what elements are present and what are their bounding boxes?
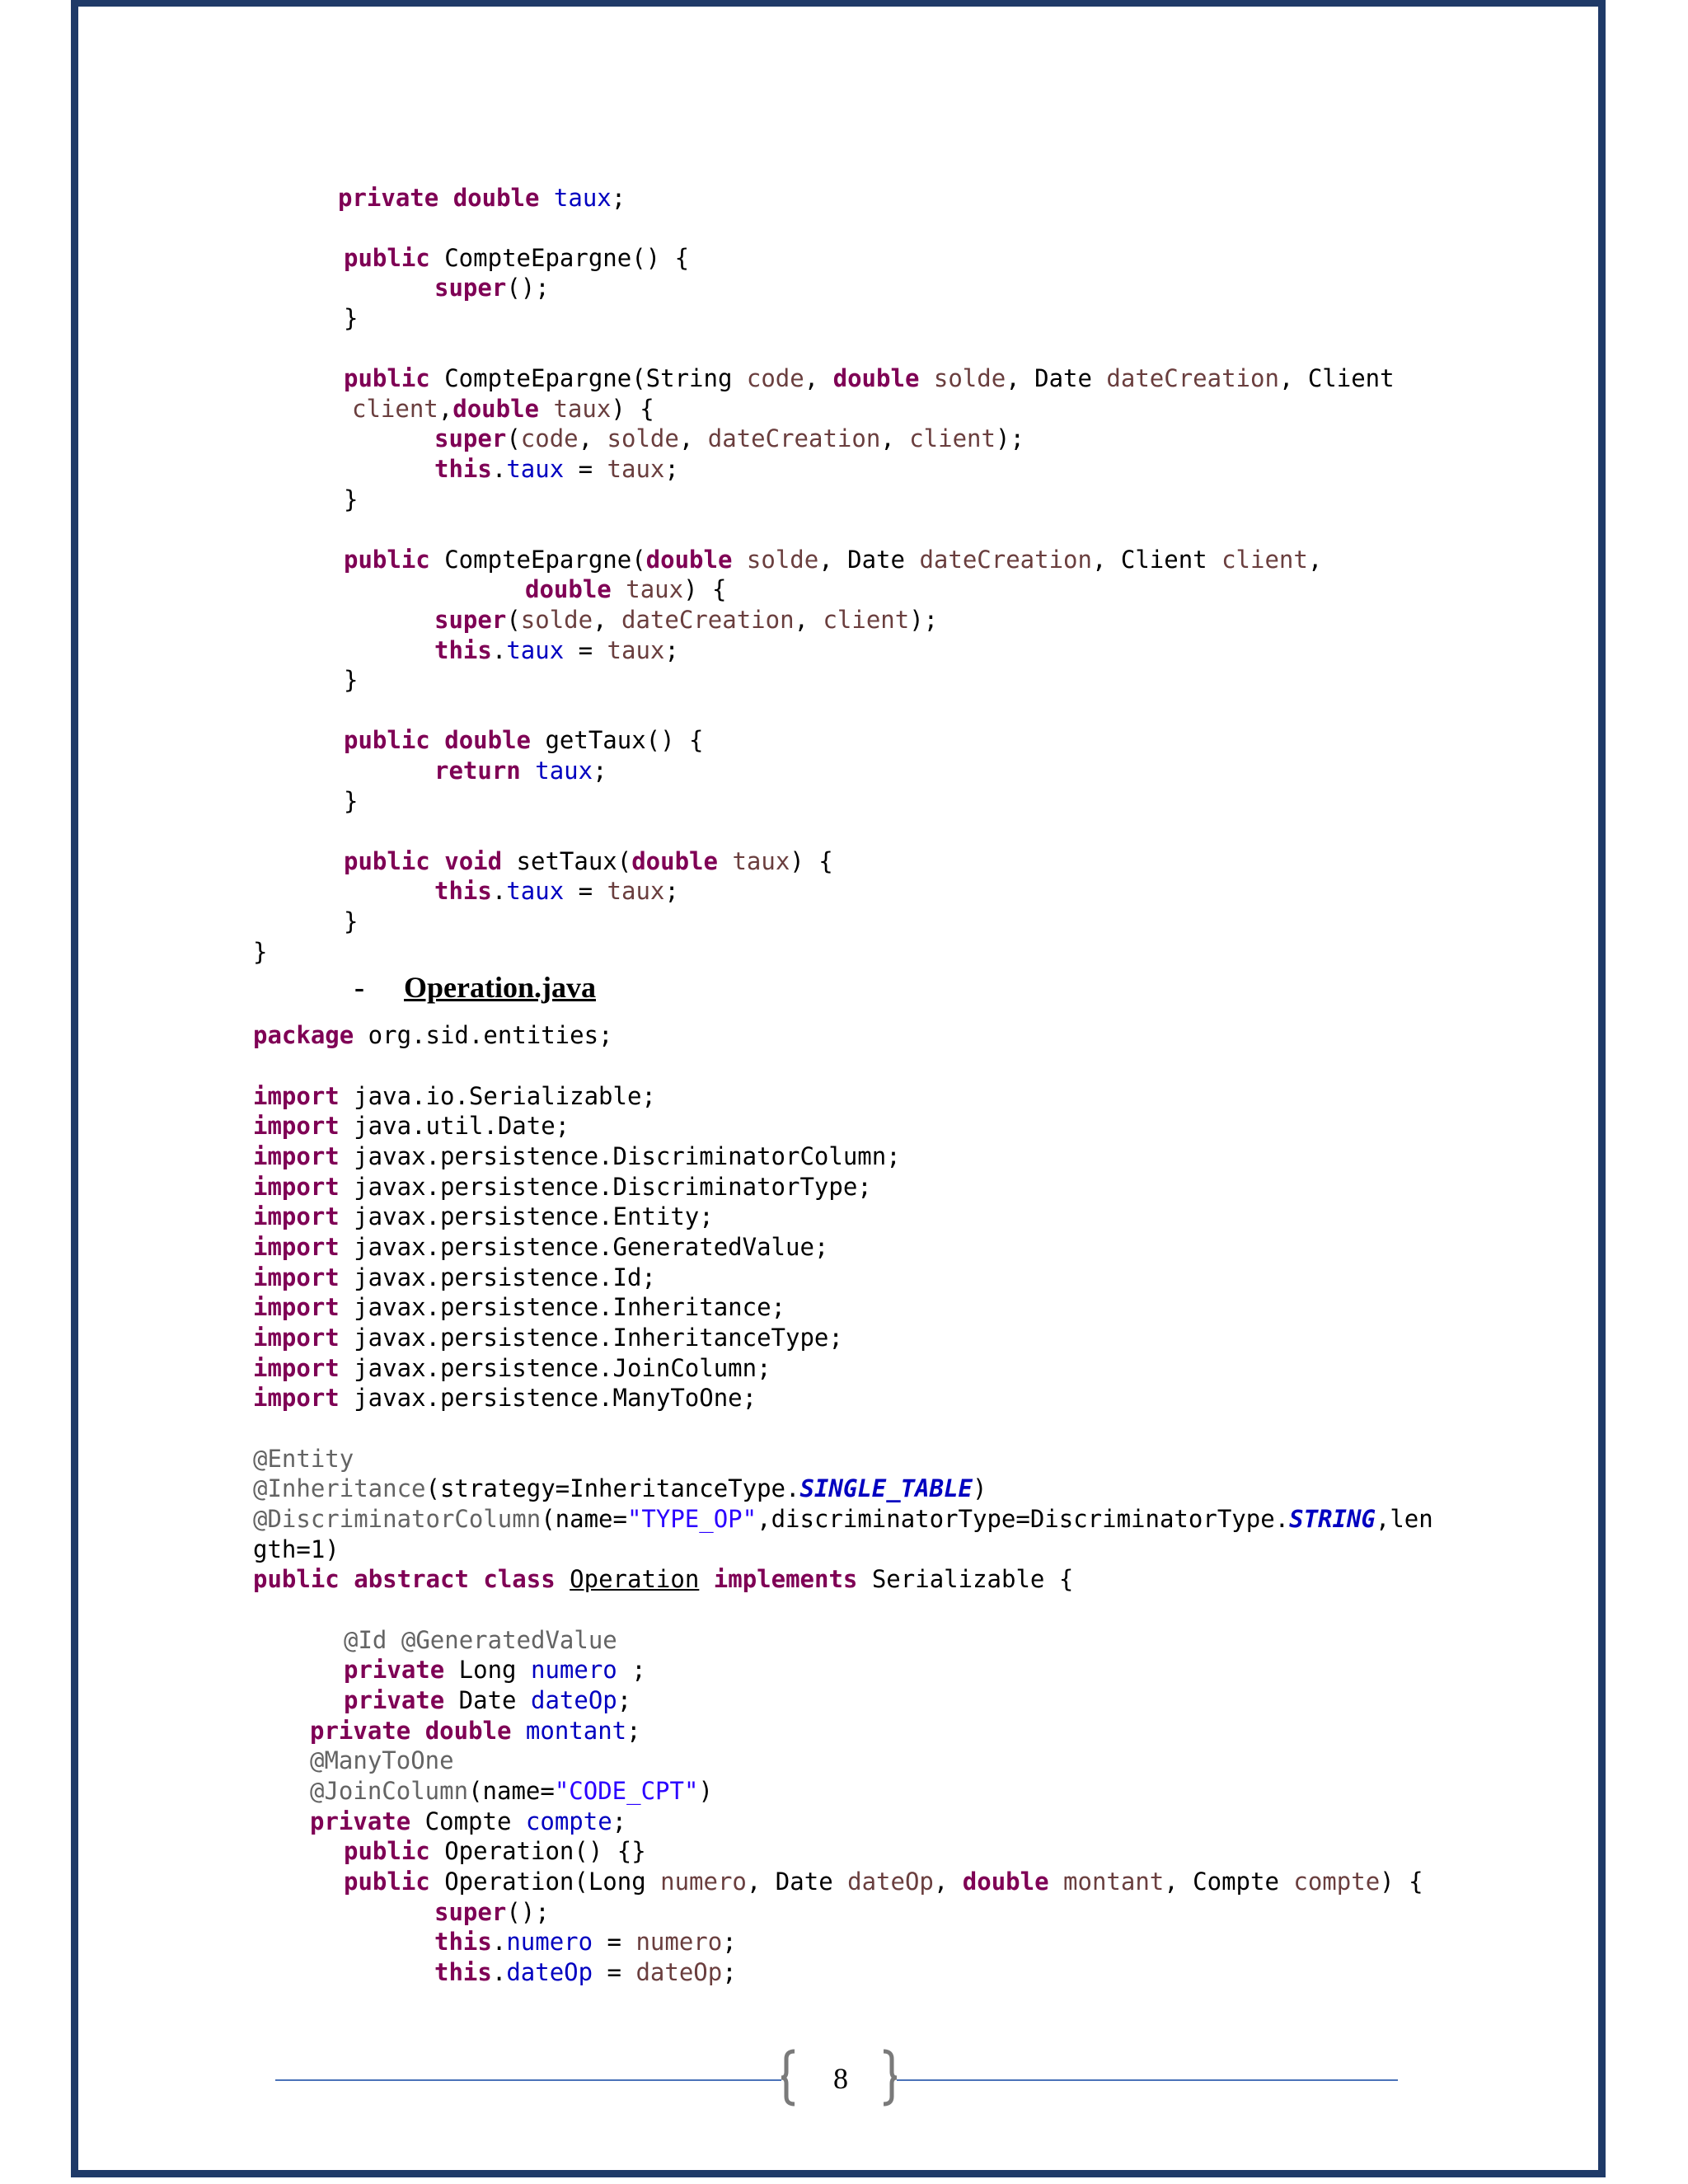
code-line bbox=[344, 665, 358, 695]
code-text: . bbox=[491, 455, 507, 483]
code-line bbox=[253, 1564, 1073, 1594]
code-text: ; bbox=[593, 757, 607, 785]
parameter: client bbox=[909, 424, 996, 452]
parameter: code bbox=[746, 364, 804, 392]
code-line bbox=[344, 1867, 1423, 1896]
parameter: montant bbox=[1063, 1868, 1165, 1896]
code-line bbox=[344, 1625, 617, 1655]
code-text: javax.persistence.GeneratedValue; bbox=[339, 1233, 829, 1261]
annotation: @Entity bbox=[253, 1445, 354, 1473]
code-text: javax.persistence.Inheritance; bbox=[339, 1293, 786, 1321]
code-line bbox=[352, 394, 654, 424]
field: taux bbox=[535, 757, 593, 785]
code-text: , bbox=[804, 364, 833, 392]
code-text: ) { bbox=[1380, 1868, 1423, 1896]
code-line bbox=[344, 363, 1395, 393]
import-line bbox=[253, 1292, 785, 1322]
field: dateOp bbox=[506, 1958, 593, 1986]
import-line bbox=[253, 1263, 656, 1292]
parameter: dateCreation bbox=[919, 546, 1092, 574]
keyword: import bbox=[253, 1263, 340, 1291]
keyword: import bbox=[253, 1293, 340, 1321]
keyword: private bbox=[310, 1807, 411, 1835]
code-text: (name= bbox=[541, 1505, 627, 1533]
code-text: ; bbox=[626, 1717, 641, 1745]
code-text: ( bbox=[506, 424, 521, 452]
left-brace-icon bbox=[780, 2049, 798, 2107]
code-text: , bbox=[794, 606, 823, 634]
import-line bbox=[253, 1081, 656, 1111]
right-brace-icon bbox=[880, 2049, 898, 2107]
annotation: @DiscriminatorColumn bbox=[253, 1505, 542, 1533]
parameter: dateCreation bbox=[1106, 364, 1279, 392]
keyword: void bbox=[444, 847, 503, 875]
keyword: public bbox=[344, 1837, 430, 1865]
field: numero bbox=[506, 1928, 593, 1956]
code-text: } bbox=[344, 304, 359, 332]
footer-rule-right bbox=[897, 2079, 1398, 2081]
keyword: this bbox=[434, 1928, 492, 1956]
import-line bbox=[253, 1111, 570, 1141]
import-line bbox=[253, 1172, 872, 1202]
annotation: @ManyToOne bbox=[310, 1746, 454, 1774]
code-line bbox=[344, 485, 358, 514]
keyword: public bbox=[344, 726, 430, 754]
constant: STRING bbox=[1289, 1505, 1376, 1533]
code-line bbox=[310, 1776, 713, 1806]
code-text: javax.persistence.DiscriminatorColumn; bbox=[339, 1142, 901, 1170]
parameter: solde bbox=[933, 364, 1006, 392]
code-text: ) { bbox=[683, 575, 727, 603]
code-text: ); bbox=[909, 606, 939, 634]
code-text: = bbox=[564, 636, 607, 664]
parameter: client bbox=[352, 395, 438, 423]
code-text: = bbox=[593, 1958, 636, 1986]
parameter: taux bbox=[626, 575, 684, 603]
code-text: Compte bbox=[410, 1807, 526, 1835]
keyword: import bbox=[253, 1173, 340, 1201]
code-text: ; bbox=[617, 1686, 632, 1714]
code-line bbox=[434, 273, 550, 302]
annotation: @JoinColumn bbox=[310, 1777, 469, 1805]
code-text: , Date bbox=[818, 546, 920, 574]
code-text: Long bbox=[444, 1656, 531, 1684]
annotation: @Inheritance bbox=[253, 1474, 426, 1502]
keyword: super bbox=[434, 274, 507, 302]
code-line bbox=[344, 846, 833, 876]
parameter: solde bbox=[520, 606, 593, 634]
code-text: } bbox=[253, 938, 268, 966]
code-text: } bbox=[344, 485, 359, 513]
code-text: java.util.Date; bbox=[339, 1112, 570, 1140]
code-text: , Date bbox=[746, 1868, 848, 1896]
code-line bbox=[253, 1444, 354, 1474]
code-text: (); bbox=[506, 274, 550, 302]
keyword: public bbox=[344, 847, 430, 875]
code-text: ,discriminatorType=DiscriminatorType. bbox=[757, 1505, 1290, 1533]
keyword: private bbox=[338, 184, 439, 212]
keyword: package bbox=[253, 1021, 354, 1049]
page-number: 8 bbox=[833, 2062, 848, 2095]
parameter: taux bbox=[732, 847, 790, 875]
code-text: javax.persistence.DiscriminatorType; bbox=[339, 1173, 872, 1201]
code-text: } bbox=[344, 787, 359, 815]
code-line bbox=[344, 243, 689, 273]
keyword: return bbox=[434, 757, 521, 785]
code-text bbox=[387, 1626, 401, 1654]
code-text: getTaux() { bbox=[531, 726, 704, 754]
keyword: double bbox=[631, 847, 718, 875]
bullet-dash: - bbox=[354, 971, 364, 1004]
code-text bbox=[511, 1717, 525, 1745]
keyword: abstract bbox=[354, 1565, 469, 1593]
keyword: private bbox=[310, 1717, 411, 1745]
keyword: public bbox=[344, 1868, 430, 1896]
code-text: . bbox=[491, 1928, 507, 1956]
keyword: public bbox=[253, 1565, 340, 1593]
code-line bbox=[434, 605, 938, 635]
keyword: import bbox=[253, 1354, 340, 1382]
keyword: import bbox=[253, 1112, 340, 1140]
code-line bbox=[344, 1836, 646, 1866]
keyword: super bbox=[434, 1898, 507, 1926]
code-line bbox=[344, 545, 1322, 574]
code-text: gth=1) bbox=[253, 1535, 340, 1563]
parameter: compte bbox=[1293, 1868, 1381, 1896]
code-text: ); bbox=[995, 424, 1025, 452]
string-literal: "TYPE_OP" bbox=[626, 1505, 757, 1533]
code-line bbox=[253, 1535, 340, 1564]
code-line bbox=[253, 1020, 613, 1050]
field: montant bbox=[525, 1717, 627, 1745]
annotation: @Id bbox=[344, 1626, 387, 1654]
field: numero bbox=[530, 1656, 617, 1684]
code-text: setTaux( bbox=[502, 847, 632, 875]
field: compte bbox=[525, 1807, 612, 1835]
code-line bbox=[434, 424, 1025, 453]
code-text: ; bbox=[722, 1958, 737, 1986]
parameter: solde bbox=[607, 424, 679, 452]
code-line bbox=[434, 1897, 550, 1927]
code-text: . bbox=[491, 636, 507, 664]
section-title: Operation.java bbox=[404, 971, 596, 1004]
code-text: , Client bbox=[1278, 364, 1395, 392]
code-line bbox=[344, 1685, 631, 1715]
code-text: javax.persistence.ManyToOne; bbox=[339, 1384, 757, 1412]
code-text: , bbox=[438, 395, 453, 423]
code-text: , bbox=[933, 1868, 963, 1896]
code-text: javax.persistence.Id; bbox=[339, 1263, 656, 1291]
parameter: taux bbox=[607, 636, 665, 664]
code-text: ( bbox=[506, 606, 521, 634]
code-text bbox=[521, 757, 535, 785]
keyword: public bbox=[344, 244, 430, 272]
parameter: dateOp bbox=[847, 1868, 934, 1896]
code-text bbox=[612, 575, 626, 603]
code-text: ; bbox=[664, 636, 679, 664]
keyword: super bbox=[434, 424, 507, 452]
parameter: numero bbox=[660, 1868, 747, 1896]
code-text: } bbox=[344, 666, 359, 694]
import-line bbox=[253, 1202, 714, 1231]
parameter: dateCreation bbox=[621, 606, 795, 634]
code-line bbox=[310, 1807, 626, 1836]
import-line bbox=[253, 1141, 901, 1171]
code-text bbox=[919, 364, 933, 392]
class-name: Operation bbox=[570, 1565, 700, 1593]
code-text: Date bbox=[444, 1686, 531, 1714]
code-line bbox=[344, 786, 358, 816]
code-line bbox=[344, 303, 358, 333]
code-text: , bbox=[593, 606, 622, 634]
code-text: (name= bbox=[468, 1777, 555, 1805]
keyword: public bbox=[344, 546, 430, 574]
code-text: javax.persistence.InheritanceType; bbox=[339, 1324, 843, 1352]
parameter: code bbox=[520, 424, 579, 452]
code-text: ; bbox=[617, 1656, 646, 1684]
code-text: (strategy=InheritanceType. bbox=[425, 1474, 800, 1502]
keyword: double bbox=[452, 184, 540, 212]
code-line bbox=[434, 454, 679, 484]
keyword: import bbox=[253, 1233, 340, 1261]
code-line bbox=[253, 1504, 1433, 1534]
code-text: , bbox=[578, 424, 607, 452]
code-text: ; bbox=[611, 184, 626, 212]
keyword: public bbox=[344, 364, 430, 392]
section-heading bbox=[354, 969, 596, 1005]
field: taux bbox=[506, 877, 565, 905]
parameter: taux bbox=[553, 395, 612, 423]
keyword: import bbox=[253, 1142, 340, 1170]
code-text: = bbox=[593, 1928, 636, 1956]
code-text: Serializable { bbox=[857, 1565, 1074, 1593]
code-line bbox=[310, 1746, 454, 1775]
code-text: ) { bbox=[790, 847, 833, 875]
code-line bbox=[310, 1716, 641, 1746]
parameter: client bbox=[1221, 546, 1308, 574]
code-text: ; bbox=[664, 877, 679, 905]
keyword: class bbox=[483, 1565, 556, 1593]
field: dateOp bbox=[530, 1686, 617, 1714]
keyword: this bbox=[434, 455, 492, 483]
code-text: , Client bbox=[1091, 546, 1222, 574]
code-text: ; bbox=[612, 1807, 627, 1835]
import-line bbox=[253, 1383, 757, 1413]
import-line bbox=[253, 1353, 771, 1383]
parameter: solde bbox=[746, 546, 819, 574]
keyword: double bbox=[444, 726, 531, 754]
code-text bbox=[410, 1717, 424, 1745]
code-text: ; bbox=[722, 1928, 737, 1956]
import-line bbox=[253, 1323, 843, 1352]
annotation: @GeneratedValue bbox=[401, 1626, 617, 1654]
code-text: org.sid.entities; bbox=[354, 1021, 613, 1049]
import-line bbox=[253, 1232, 828, 1262]
keyword: double bbox=[452, 395, 539, 423]
code-text bbox=[699, 1565, 713, 1593]
code-line bbox=[434, 876, 679, 906]
code-text: java.io.Serializable; bbox=[339, 1082, 656, 1110]
parameter: taux bbox=[607, 455, 665, 483]
code-text: CompteEpargne() { bbox=[429, 244, 690, 272]
keyword: import bbox=[253, 1082, 340, 1110]
code-text: ,len bbox=[1375, 1505, 1433, 1533]
keyword: import bbox=[253, 1324, 340, 1352]
code-line bbox=[434, 635, 679, 665]
code-text bbox=[539, 395, 553, 423]
keyword: double bbox=[525, 575, 612, 603]
keyword: private bbox=[344, 1656, 445, 1684]
keyword: this bbox=[434, 1958, 492, 1986]
code-line bbox=[525, 574, 726, 604]
keyword: implements bbox=[713, 1565, 858, 1593]
code-text bbox=[430, 847, 444, 875]
code-text: . bbox=[491, 1958, 507, 1986]
code-text: CompteEpargne( bbox=[429, 546, 646, 574]
field: taux bbox=[506, 636, 565, 664]
keyword: double bbox=[645, 546, 733, 574]
code-text bbox=[718, 847, 732, 875]
code-text: , Compte bbox=[1164, 1868, 1294, 1896]
keyword: super bbox=[434, 606, 507, 634]
keyword: this bbox=[434, 636, 492, 664]
code-text: = bbox=[564, 877, 607, 905]
code-text: javax.persistence.Entity; bbox=[339, 1202, 714, 1230]
keyword: double bbox=[832, 364, 920, 392]
code-line bbox=[253, 1474, 987, 1503]
keyword: import bbox=[253, 1202, 340, 1230]
code-line bbox=[434, 1927, 737, 1957]
code-text: , bbox=[880, 424, 910, 452]
code-text: } bbox=[344, 907, 359, 935]
code-text: . bbox=[491, 877, 507, 905]
constant: SINGLE_TABLE bbox=[799, 1474, 973, 1502]
code-line bbox=[338, 183, 626, 213]
parameter: dateOp bbox=[635, 1958, 723, 1986]
footer-rule-left bbox=[275, 2079, 781, 2081]
keyword: double bbox=[962, 1868, 1049, 1896]
keyword: double bbox=[424, 1717, 512, 1745]
keyword: private bbox=[344, 1686, 445, 1714]
field: taux bbox=[506, 455, 565, 483]
code-text: CompteEpargne(String bbox=[429, 364, 747, 392]
code-text: Operation(Long bbox=[429, 1868, 661, 1896]
code-text: ) { bbox=[611, 395, 654, 423]
parameter: numero bbox=[635, 1928, 723, 1956]
code-line bbox=[434, 1957, 737, 1987]
keyword: this bbox=[434, 877, 492, 905]
code-text: ) bbox=[698, 1777, 713, 1805]
parameter: taux bbox=[607, 877, 665, 905]
code-line bbox=[434, 756, 607, 785]
code-text: ; bbox=[664, 455, 679, 483]
code-line bbox=[344, 907, 358, 936]
code-text: Operation() {} bbox=[429, 1837, 646, 1865]
string-literal: "CODE_CPT" bbox=[554, 1777, 699, 1805]
code-line bbox=[344, 1655, 646, 1685]
code-text bbox=[340, 1565, 354, 1593]
code-line bbox=[253, 937, 267, 967]
parameter: client bbox=[823, 606, 910, 634]
field: taux bbox=[553, 184, 612, 212]
code-text: = bbox=[564, 455, 607, 483]
code-text: , bbox=[678, 424, 708, 452]
code-text: , bbox=[1307, 546, 1323, 574]
keyword: import bbox=[253, 1384, 340, 1412]
code-text bbox=[1049, 1868, 1063, 1896]
parameter: dateCreation bbox=[707, 424, 881, 452]
code-text bbox=[732, 546, 746, 574]
code-text: (); bbox=[506, 1898, 550, 1926]
code-text: , Date bbox=[1006, 364, 1107, 392]
code-line bbox=[344, 725, 704, 755]
code-text: javax.persistence.JoinColumn; bbox=[339, 1354, 771, 1382]
code-text bbox=[469, 1565, 483, 1593]
code-text bbox=[430, 726, 444, 754]
code-text: ) bbox=[972, 1474, 987, 1502]
code-text bbox=[556, 1565, 570, 1593]
